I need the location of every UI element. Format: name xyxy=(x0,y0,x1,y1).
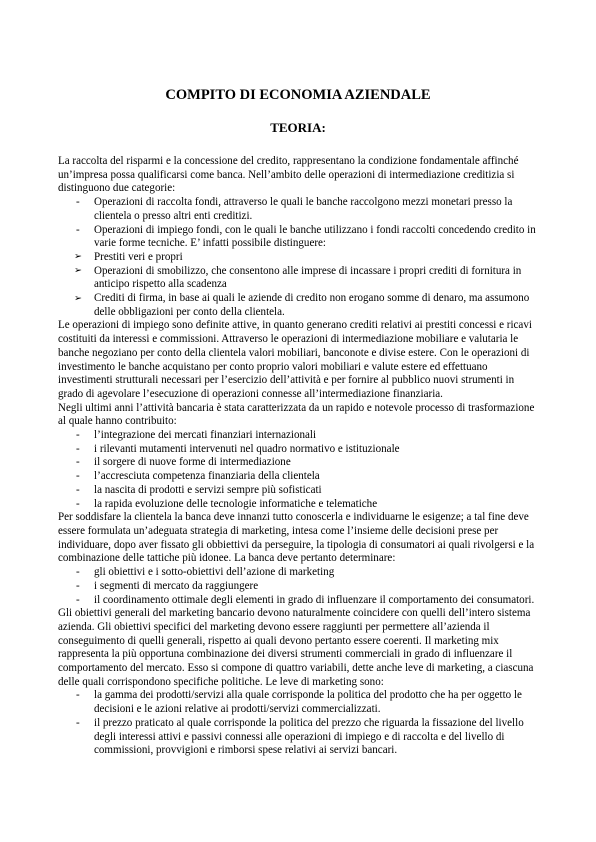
list-item xyxy=(58,224,538,251)
list-item xyxy=(58,498,538,512)
list-item-text: la nascita di prodotti e servizi sempre più sofisticati xyxy=(94,483,322,496)
list-item-text: la gamma dei prodotti/servizi alla quale corrisponde la politica del prodotto che ha per oggetto le decisioni e le azioni relative ai prodotti/servizi commercializzati. xyxy=(94,689,522,716)
dash-bullet-icon: - xyxy=(76,689,80,702)
list-item xyxy=(58,594,538,608)
list-item-text: Crediti di firma, in base ai quali le aziende di credito non erogano somme di denaro, ma assumono delle obbligazioni per conto della clientela. xyxy=(94,292,530,318)
dash-bullet-icon: - xyxy=(76,442,80,455)
arrow-bullet-icon: ➢ xyxy=(74,293,82,304)
list-item-text: Prestiti veri e propri xyxy=(94,250,183,263)
list-item xyxy=(58,251,538,265)
list-item xyxy=(58,196,538,223)
document-title: COMPITO DI ECONOMIA AZIENDALE xyxy=(165,87,431,103)
list-item-text: Operazioni di impiego fondi, con le quali le banche utilizzano i fondi raccolti concedendo credito in varie forme tecniche. E’ infatti possibile distinguere: xyxy=(94,223,536,250)
dash-bullet-icon: - xyxy=(76,196,80,209)
document-page xyxy=(58,86,538,758)
list-item-text: l’integrazione dei mercati finanziari internazionali xyxy=(94,429,317,442)
paragraph: Gli obiettivi generali del marketing bancario devono naturalmente coincidere con quelli dell’intero sistema azienda. Gli obiettivi specifici del marketing devono essere raggiunti per permettere all’azienda il conseguimento di quelli generali, rispetto ai quali devono pertanto essere coerenti. Il marketing mix rappresenta la più opportuna combinazione dei diversi strumenti commerciali in grado di influenzare il comportamento del mercato. Esso si compone di quattro variabili, dette anche leve di marketing, a ciascuna delle quali corrispondono specifiche politiche. Le leve di marketing sono: xyxy=(58,607,534,688)
arrow-bullet-icon: ➢ xyxy=(74,252,82,263)
list-item-text: il sorgere di nuove forme di intermediazione xyxy=(94,456,291,469)
list-item xyxy=(58,566,538,580)
paragraph: La raccolta del risparmi e la concessione del credito, rappresentano la condizione fondamentale affinché un’impresa possa qualificarsi come banca. Nell’ambito delle operazioni di intermediazione creditizia si distinguono due categorie: xyxy=(58,155,519,195)
dash-bullet-icon: - xyxy=(76,579,80,592)
list-item xyxy=(58,265,538,292)
dash-bullet-icon: - xyxy=(76,483,80,496)
paragraph: Negli ultimi anni l’attività bancaria è stata caratterizzata da un rapido e notevole processo di trasformazione al quale hanno contribuito: xyxy=(58,401,535,428)
list-item-text: i segmenti di mercato da raggiungere xyxy=(94,579,259,592)
dash-bullet-icon: - xyxy=(76,456,80,469)
dash-bullet-icon: - xyxy=(76,223,80,236)
section-heading: TEORIA: xyxy=(270,120,326,135)
list-item xyxy=(58,580,538,594)
list-item xyxy=(58,429,538,443)
list-item xyxy=(58,443,538,457)
dash-bullet-icon: - xyxy=(76,470,80,483)
list-item-text: i rilevanti mutamenti intervenuti nel quadro normativo e istituzionale xyxy=(94,442,400,455)
bullet-list xyxy=(58,196,538,319)
bullet-list xyxy=(58,689,538,758)
list-item xyxy=(58,292,538,319)
dash-bullet-icon: - xyxy=(76,716,80,729)
list-item xyxy=(58,470,538,484)
list-item xyxy=(58,456,538,470)
bullet-list xyxy=(58,566,538,607)
list-item xyxy=(58,717,538,758)
list-item-text: il prezzo praticato al quale corrisponde la politica del prezzo che riguarda la fissazione del livello degli interessi attivi e passivi connessi alle operazioni di impiego e di raccolta e del livello di commissioni, provvigioni e rimborsi spese relativi ai servizi bancari. xyxy=(94,716,524,757)
list-item-text: Operazioni di smobilizzo, che consentono alle imprese di incassare i propri crediti di fornitura in anticipo rispetto alla scadenza xyxy=(94,264,522,291)
document-body xyxy=(58,155,538,758)
arrow-bullet-icon: ➢ xyxy=(74,266,82,277)
list-item-text: il coordinamento ottimale degli elementi in grado di influenzare il comportamento dei consumatori. xyxy=(94,593,535,606)
paragraph: Per soddisfare la clientela la banca deve innanzi tutto conoscerla e individuarne le esigenze; a tal fine deve essere formulata un’adeguata strategia di marketing, intesa come l’insieme delle decisioni prese per individuare, dopo aver fissato gli obbiettivi da perseguire, la tipologia di consumatori ai quali rivolgersi e la combinazione delle tattiche più idonee. La banca deve pertanto determinare: xyxy=(58,511,535,565)
list-item-text: l’accresciuta competenza finanziaria della clientela xyxy=(94,470,320,483)
list-item xyxy=(58,484,538,498)
dash-bullet-icon: - xyxy=(76,429,80,442)
list-item xyxy=(58,689,538,716)
list-item-text: gli obiettivi e i sotto-obiettivi dell’azione di marketing xyxy=(94,566,335,579)
list-item-text: Operazioni di raccolta fondi, attraverso le quali le banche raccolgono mezzi monetari presso la clientela o presso altri enti creditizi. xyxy=(94,196,513,222)
bullet-list xyxy=(58,429,538,511)
paragraph: Le operazioni di impiego sono definite attive, in quanto generano crediti relativi ai prestiti concessi e ricavi costituiti da interessi e commissioni. Attraverso le operazioni di intermediazione mobiliare e valutaria le banche negoziano per conto della clientela valori mobiliari, banconote e divise estere. Con le operazioni di investimento le banche acquistano per conto proprio valori mobiliari e valute estere ed effettuano investimenti strutturali necessari per l’esercizio dell’attività e per fornire al pubblico nuovi strumenti in grado di agevolare l’esecuzione di operazioni connesse all’intermediazione finanziaria. xyxy=(58,319,532,400)
dash-bullet-icon: - xyxy=(76,566,80,579)
dash-bullet-icon: - xyxy=(76,593,80,606)
dash-bullet-icon: - xyxy=(76,497,80,510)
list-item-text: la rapida evoluzione delle tecnologie informatiche e telematiche xyxy=(94,497,378,510)
